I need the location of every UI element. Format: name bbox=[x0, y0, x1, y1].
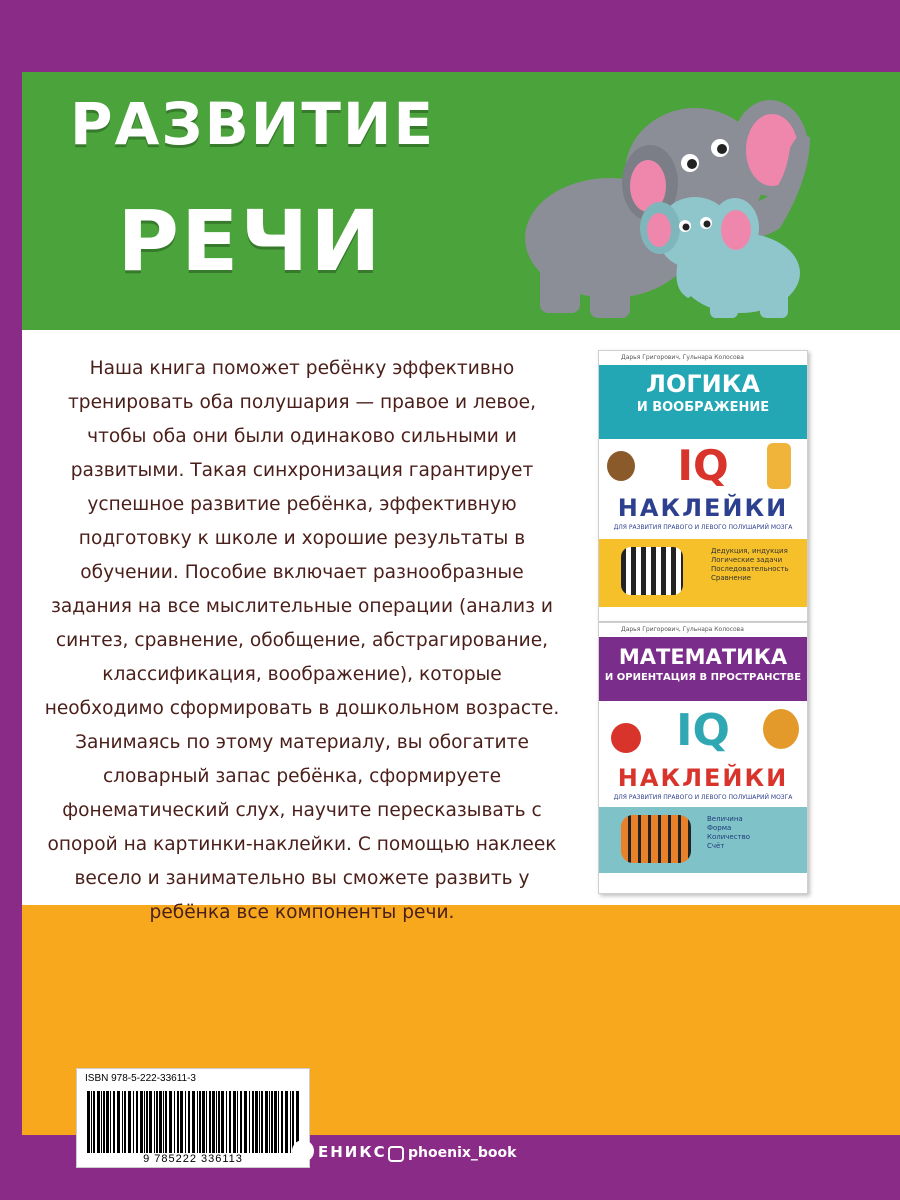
book-topics bbox=[707, 815, 750, 851]
book-subtitle: ДЛЯ РАЗВИТИЯ ПРАВОГО И ЛЕВОГО ПОЛУШАРИЙ МОЗГА bbox=[613, 524, 793, 531]
social-handle: phoenix_book bbox=[408, 1145, 517, 1161]
isbn-barcode-box bbox=[76, 1068, 310, 1168]
book-art-area bbox=[599, 439, 807, 493]
series-label: НАКЛЕЙКИ bbox=[617, 494, 789, 522]
book-bottom-band bbox=[599, 807, 807, 873]
book-title-line1: МАТЕМАТИКА bbox=[618, 645, 788, 669]
topic-item: Дедукция, индукция bbox=[711, 547, 788, 555]
tiger-icon bbox=[621, 815, 691, 863]
instagram-icon bbox=[388, 1146, 404, 1162]
book-title-band bbox=[599, 365, 807, 439]
top-scallop-edge bbox=[22, 66, 900, 80]
topic-item: Форма bbox=[707, 824, 732, 832]
topic-item: Счёт bbox=[707, 842, 725, 850]
topic-item: Сравнение bbox=[711, 574, 752, 582]
book-title-line1: ЛОГИКА bbox=[646, 370, 760, 398]
barcode-icon bbox=[87, 1091, 299, 1153]
phoenix-logo-icon bbox=[292, 1140, 314, 1162]
isbn-number: 9 785222 336113 bbox=[143, 1153, 243, 1165]
book-authors: Дарья Григорович, Гульнара Колосова bbox=[599, 623, 807, 637]
iq-badge: IQ bbox=[677, 441, 729, 490]
book-art-area bbox=[599, 701, 807, 763]
topic-item: Последовательность bbox=[711, 565, 789, 573]
elephants-illustration bbox=[520, 88, 830, 328]
monkey-icon bbox=[607, 451, 635, 481]
book-topics bbox=[711, 547, 789, 583]
topic-item: Количество bbox=[707, 833, 751, 841]
title-line-1: РАЗВИТИЕ bbox=[70, 90, 436, 158]
zebra-icon bbox=[621, 547, 683, 595]
book-title-line2: И ОРИЕНТАЦИЯ В ПРОСТРАНСТВЕ bbox=[604, 672, 802, 683]
giraffe-icon bbox=[767, 443, 791, 489]
topic-item: Логические задачи bbox=[711, 556, 783, 564]
book-cover-math bbox=[598, 622, 808, 894]
iq-badge: IQ bbox=[676, 705, 730, 756]
book-subtitle: ДЛЯ РАЗВИТИЯ ПРАВОГО И ЛЕВОГО ПОЛУШАРИЙ МОЗГА bbox=[613, 794, 793, 801]
book-cover-logic bbox=[598, 350, 808, 622]
book-authors: Дарья Григорович, Гульнара Колосова bbox=[599, 351, 807, 365]
topic-item: Величина bbox=[707, 815, 743, 823]
parrot-icon bbox=[611, 723, 641, 753]
title-line-2: РЕЧИ bbox=[117, 192, 383, 290]
book-bottom-band bbox=[599, 539, 807, 607]
description-text: Наша книга поможет ребёнку эффективно тренировать оба полушария — правое и левое, чтобы оба они были одинаково сильными и развитыми. Такая синхронизация гарантирует успешное развитие ребёнка, эффективную подготовку к школе и хорошие результаты в обучении. Пособие включает разнообразные задания на все мыслительные операции (анализ и синтез, сравнение, обобщение, абстрагирование, классификация, воображение), которые необходимо сформировать в дошкольном возрасте. Занимаясь по этому материалу, вы обогатите словарный запас ребёнка, сформируете фонематический слух, научите пересказывать с опорой на картинки-наклейки. С помощью наклеек весело и занимательно вы сможете развить у ребёнка все компоненты речи. bbox=[44, 358, 560, 923]
isbn-label: ISBN 978-5-222-33611-3 bbox=[85, 1073, 196, 1084]
book-title-line2: И ВООБРАЖЕНИЕ bbox=[636, 400, 770, 415]
series-label: НАКЛЕЙКИ bbox=[617, 764, 789, 792]
publisher-name: ЕНИКС bbox=[318, 1143, 387, 1161]
lion-icon bbox=[763, 709, 799, 749]
book-title-band bbox=[599, 637, 807, 701]
